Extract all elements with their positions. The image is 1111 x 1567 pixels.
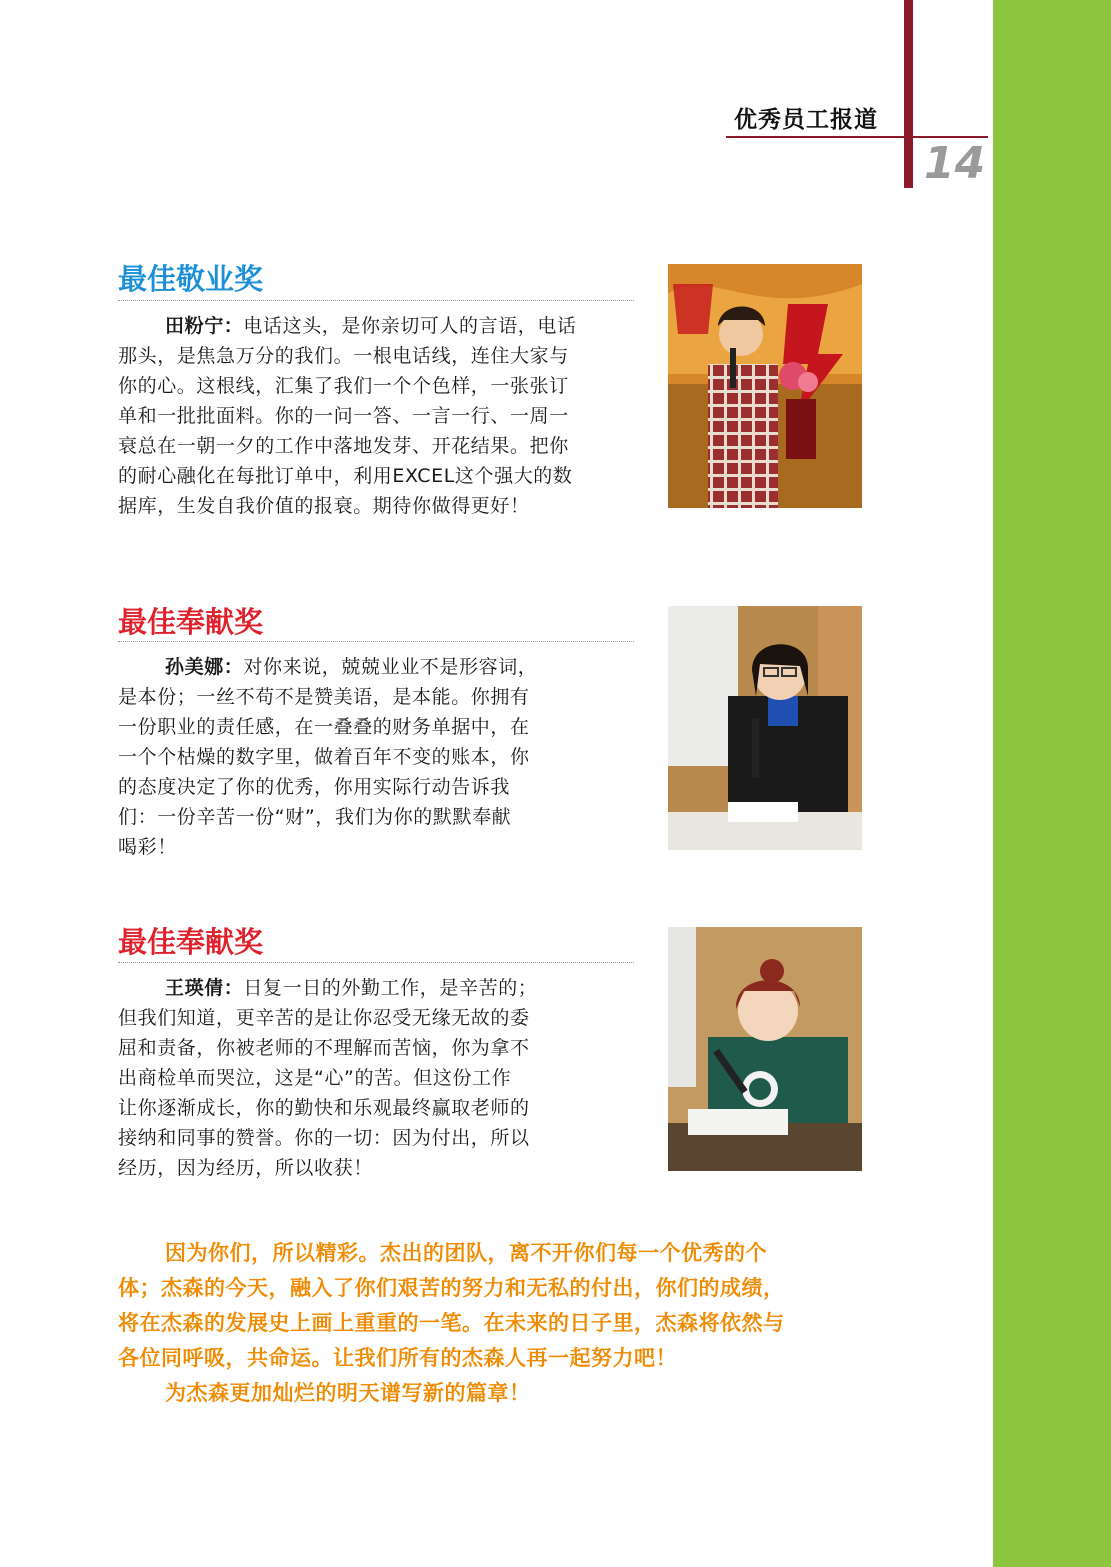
employee-name: 田粉宁：: [165, 315, 244, 337]
award-photo-2: [668, 606, 862, 850]
award-text-3: 王瑛倩：日复一日的外勤工作，是辛苦的； 但我们知道，更辛苦的是让你忍受无缘无故的委 屈和责备，你被老师的不理解而苦恼，你为拿不 出商检单而哭泣，这是“心”的苦。但这份工作 让你逐渐成长，你的勤快和乐观最终赢取老师的 接纳和同事的赞誉。你的一切：因为付出，所以 经历，因为经历，所以收获！: [118, 977, 538, 1179]
closing-paragraph: [118, 1236, 878, 1411]
award-text-1: 田粉宁：电话这头，是你亲切可人的言语，电话 那头，是焦急万分的我们。一根电话线，连住大家与 你的心。这根线，汇集了我们一个个色样，一张张订 单和一批批面料。你的一问一答、一言一行、一周一 衰总在一朝一夕的工作中落地发芽、开花结果。把你 的耐心融化在每批订单中，利用EXCEL这个强大的数 据库，生发自我价值的报衰。期待你做得更好！: [118, 315, 577, 517]
award-title-3: 最佳奉献奖: [118, 925, 264, 959]
closing-line: 体；杰森的今天，融入了你们艰苦的努力和无私的付出，你们的成绩，: [118, 1276, 785, 1300]
closing-line: 因为你们，所以精彩。杰出的团队，离不开你们每一个优秀的个: [165, 1241, 767, 1265]
award-photo-3: [668, 927, 862, 1171]
award-title-1: 最佳敬业奖: [118, 262, 264, 296]
award-divider-3: [118, 962, 634, 963]
closing-line: 各位同呼吸，共命运。让我们所有的杰森人再一起努力吧！: [118, 1346, 677, 1370]
award-title-2: 最佳奉献奖: [118, 605, 264, 639]
page-number: 14: [924, 138, 986, 189]
award-text-2: 孙美娜：对你来说，兢兢业业不是形容词， 是本份；一丝不苟不是赞美语，是本能。你拥有 一份职业的责任感，在一叠叠的财务单据中，在 一个个枯燥的数字里，做着百年不变的账本，你 的态度决定了你的优秀，你用实际行动告诉我 们：一份辛苦一份“财”，我们为你的默默奉献 喝彩！: [118, 656, 538, 858]
employee-name: 孙美娜：: [165, 656, 244, 678]
closing-line: 将在杰森的发展史上画上重重的一笔。在未来的日子里，杰森将依然与: [118, 1311, 785, 1335]
closing-line: 为杰森更加灿烂的明天谱写新的篇章！: [165, 1381, 531, 1405]
award-photo-1: [668, 264, 862, 508]
header-accent-line: [904, 0, 913, 188]
section-title: 优秀员工报道: [734, 107, 878, 133]
side-color-bar: [993, 0, 1111, 1567]
award-divider-2: [118, 641, 634, 642]
award-divider-1: [118, 300, 634, 301]
employee-name: 王瑛倩：: [165, 977, 244, 999]
